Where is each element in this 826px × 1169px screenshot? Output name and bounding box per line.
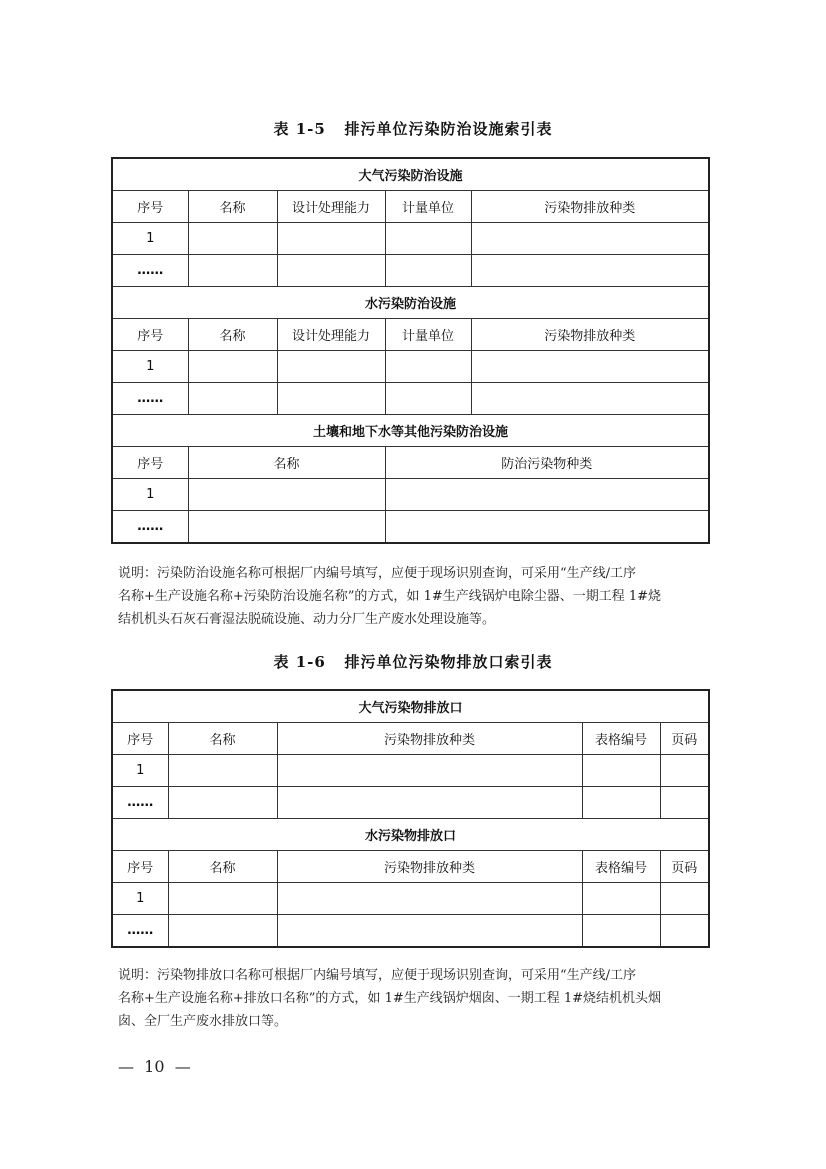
header-cell-pollutant-types: 污染物排放种类 (277, 851, 582, 883)
header-cell-pollutant-types: 防治污染物种类 (385, 447, 709, 479)
header-cell-pollutant-types: 污染物排放种类 (471, 191, 709, 223)
note-line: 囱、全厂生产废水排放口等。 (118, 1014, 288, 1029)
header-cell-page-number: 页码 (660, 723, 709, 755)
header-row (112, 191, 709, 223)
section-row-air-facilities (112, 158, 709, 191)
cell-capacity (277, 351, 385, 383)
header-cell-capacity: 设计处理能力 (277, 191, 385, 223)
table-row (112, 255, 709, 287)
section-title: 土壤和地下水等其他污染防治设施 (112, 415, 709, 447)
cell-index: 1 (112, 755, 168, 787)
note-line: 名称+生产设施名称+排放口名称”的方式，如 1#生产线锅炉烟囱、一期工程 1#烧结机机头烟 (118, 991, 662, 1006)
cell-unit (385, 255, 471, 287)
cell-name (188, 351, 277, 383)
cell-pollutant-types (385, 479, 709, 511)
table-row (112, 383, 709, 415)
note-line: 名称+生产设施名称+污染防治设施名称”的方式，如 1#生产线锅炉电除尘器、一期工程 1#烧 (118, 589, 662, 604)
cell-unit (385, 223, 471, 255)
table-1-5-title: 表 1-5 排污单位污染防治设施索引表 (273, 120, 553, 138)
cell-capacity (277, 223, 385, 255)
section-title: 大气污染防治设施 (112, 158, 709, 191)
cell-index: 1 (112, 351, 188, 383)
cell-pollutant-types (277, 755, 582, 787)
header-cell-name: 名称 (188, 447, 385, 479)
cell-pollutant-types (277, 883, 582, 915)
header-row (112, 723, 709, 755)
header-cell-unit: 计量单位 (385, 191, 471, 223)
cell-form-number (582, 755, 660, 787)
note-line: 结机机头石灰石膏湿法脱硫设施、动力分厂生产废水处理设施等。 (118, 612, 496, 627)
header-cell-name: 名称 (168, 723, 277, 755)
cell-pollutant-types (277, 787, 582, 819)
cell-page-number (660, 755, 709, 787)
table-1-6-title: 表 1-6 排污单位污染物排放口索引表 (273, 653, 553, 671)
section-row-water-facilities (112, 287, 709, 319)
header-cell-index: 序号 (112, 319, 188, 351)
cell-index: 1 (112, 223, 188, 255)
cell-index: 1 (112, 479, 188, 511)
cell-form-number (582, 883, 660, 915)
page-number: — 10 — (118, 1057, 191, 1076)
cell-index: …… (112, 383, 188, 415)
table-row (112, 223, 709, 255)
section-title: 大气污染物排放口 (112, 690, 709, 723)
cell-pollutant-types (471, 255, 709, 287)
header-row (112, 319, 709, 351)
cell-unit (385, 351, 471, 383)
cell-pollutant-types (471, 383, 709, 415)
cell-index: …… (112, 915, 168, 948)
note-pollutant-outlets (118, 964, 718, 1033)
cell-page-number (660, 883, 709, 915)
cell-name (188, 223, 277, 255)
cell-index: 1 (112, 883, 168, 915)
header-cell-form-number: 表格编号 (582, 723, 660, 755)
header-cell-pollutant-types: 污染物排放种类 (471, 319, 709, 351)
header-cell-name: 名称 (188, 319, 277, 351)
cell-name (188, 255, 277, 287)
section-row-water-outlets (112, 819, 709, 851)
note-line: 说明：污染防治设施名称可根据厂内编号填写，应便于现场识别查询，可采用“生产线/工序 (118, 566, 637, 581)
cell-page-number (660, 787, 709, 819)
cell-form-number (582, 787, 660, 819)
header-cell-name: 名称 (168, 851, 277, 883)
header-row (112, 851, 709, 883)
header-cell-pollutant-types: 污染物排放种类 (277, 723, 582, 755)
section-title: 水污染物排放口 (112, 819, 709, 851)
cell-index: …… (112, 787, 168, 819)
cell-pollutant-types (471, 223, 709, 255)
table-1-6 (111, 689, 710, 948)
header-cell-form-number: 表格编号 (582, 851, 660, 883)
header-cell-unit: 计量单位 (385, 319, 471, 351)
cell-unit (385, 383, 471, 415)
header-row (112, 447, 709, 479)
cell-name (168, 883, 277, 915)
header-cell-index: 序号 (112, 447, 188, 479)
cell-capacity (277, 255, 385, 287)
cell-index: …… (112, 255, 188, 287)
cell-index: …… (112, 511, 188, 544)
table-row (112, 883, 709, 915)
table-1-5 (111, 157, 710, 544)
section-title: 水污染防治设施 (112, 287, 709, 319)
cell-pollutant-types (277, 915, 582, 948)
cell-capacity (277, 383, 385, 415)
table-row (112, 755, 709, 787)
cell-name (168, 787, 277, 819)
header-cell-index: 序号 (112, 723, 168, 755)
cell-name (168, 915, 277, 948)
cell-page-number (660, 915, 709, 948)
cell-name (188, 479, 385, 511)
cell-pollutant-types (471, 351, 709, 383)
section-row-soil-facilities (112, 415, 709, 447)
header-cell-name: 名称 (188, 191, 277, 223)
header-cell-index: 序号 (112, 851, 168, 883)
cell-name (188, 383, 277, 415)
cell-form-number (582, 915, 660, 948)
table-row (112, 787, 709, 819)
note-line: 说明：污染物排放口名称可根据厂内编号填写，应便于现场识别查询，可采用“生产线/工序 (118, 968, 637, 983)
note-pollution-control-facilities (118, 562, 718, 631)
header-cell-capacity: 设计处理能力 (277, 319, 385, 351)
header-cell-index: 序号 (112, 191, 188, 223)
table-row (112, 511, 709, 544)
section-row-air-outlets (112, 690, 709, 723)
table-row (112, 351, 709, 383)
table-row (112, 915, 709, 948)
header-cell-page-number: 页码 (660, 851, 709, 883)
cell-name (168, 755, 277, 787)
cell-pollutant-types (385, 511, 709, 544)
table-row (112, 479, 709, 511)
cell-name (188, 511, 385, 544)
